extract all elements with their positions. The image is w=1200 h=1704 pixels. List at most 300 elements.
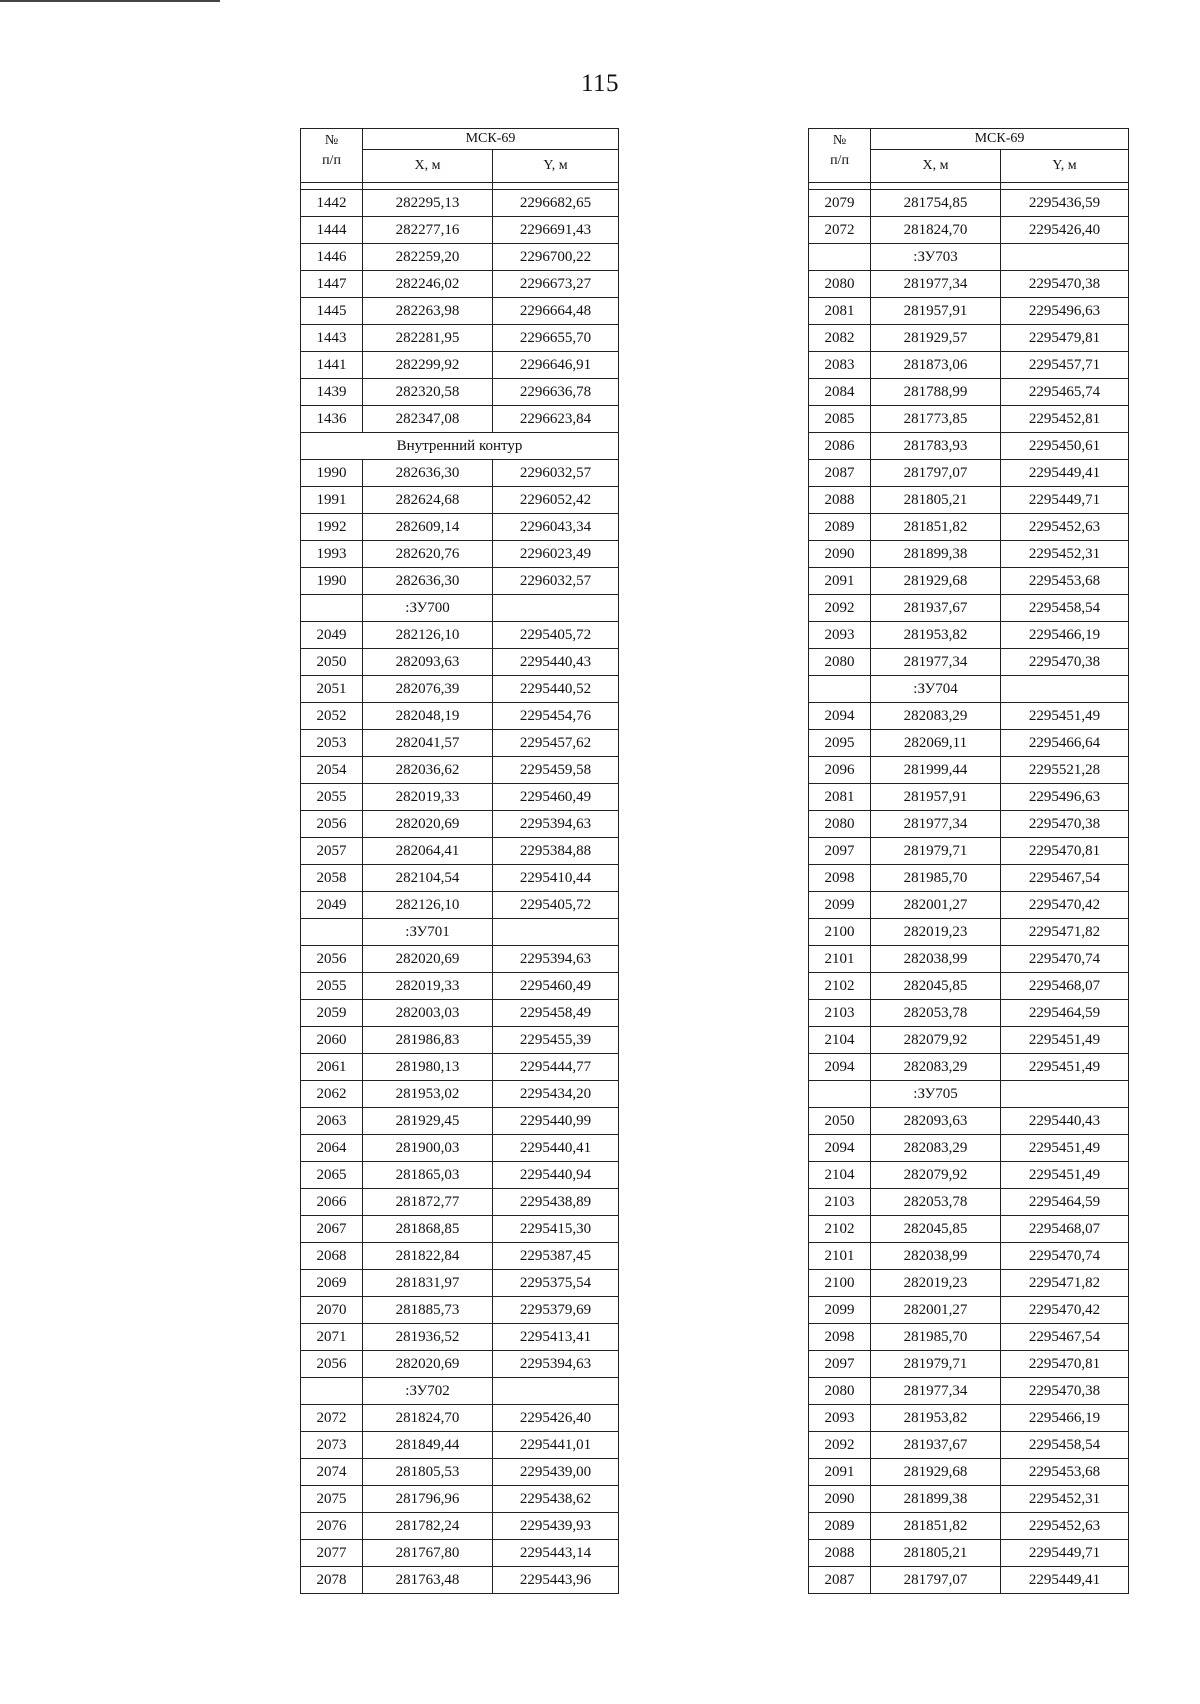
y-coordinate-cell: 2295415,30	[493, 1216, 619, 1243]
x-coordinate-cell: 281929,68	[871, 568, 1001, 595]
y-coordinate-cell: 2295467,54	[1001, 865, 1129, 892]
point-number-cell: 1439	[301, 379, 363, 406]
y-coordinate-cell: 2295436,59	[1001, 190, 1129, 217]
y-coordinate-cell: 2295453,68	[1001, 1459, 1129, 1486]
x-coordinate-cell: 282083,29	[871, 703, 1001, 730]
x-coordinate-cell: 281985,70	[871, 1324, 1001, 1351]
y-coordinate-cell: 2295470,74	[1001, 946, 1129, 973]
y-coordinate-cell: 2295467,54	[1001, 1324, 1129, 1351]
point-number-cell: 2060	[301, 1027, 363, 1054]
table-row	[301, 1270, 619, 1297]
x-coordinate-cell: 282041,57	[363, 730, 493, 757]
x-coordinate-cell: 282636,30	[363, 568, 493, 595]
x-coordinate-cell: 281899,38	[871, 1486, 1001, 1513]
table-row	[809, 1135, 1129, 1162]
point-number-cell: 2082	[809, 325, 871, 352]
empty-cell	[1001, 1081, 1129, 1108]
point-number-cell: 2062	[301, 1081, 363, 1108]
y-coordinate-cell: 2296052,42	[493, 487, 619, 514]
y-coordinate-cell: 2295426,40	[493, 1405, 619, 1432]
y-coordinate-cell: 2295479,81	[1001, 325, 1129, 352]
y-coordinate-cell: 2296032,57	[493, 568, 619, 595]
x-coordinate-cell: 281849,44	[363, 1432, 493, 1459]
point-number-cell: 2054	[301, 757, 363, 784]
table-row	[301, 649, 619, 676]
point-number-cell: 2072	[809, 217, 871, 244]
plot-label: :ЗУ703	[871, 244, 1001, 271]
y-coordinate-cell: 2295455,39	[493, 1027, 619, 1054]
x-coordinate-cell: 282079,92	[871, 1027, 1001, 1054]
point-number-cell: 2063	[301, 1108, 363, 1135]
y-coordinate-cell: 2295449,71	[1001, 1540, 1129, 1567]
table-row	[301, 325, 619, 352]
table-row	[809, 1324, 1129, 1351]
y-coordinate-cell: 2295452,63	[1001, 514, 1129, 541]
y-coordinate-cell: 2295405,72	[493, 892, 619, 919]
point-number-cell: 2102	[809, 973, 871, 1000]
table-row	[301, 1432, 619, 1459]
x-coordinate-cell: 281977,34	[871, 811, 1001, 838]
x-coordinate-cell: 282104,54	[363, 865, 493, 892]
x-coordinate-cell: 281868,85	[363, 1216, 493, 1243]
point-number-cell: 2102	[809, 1216, 871, 1243]
point-number-cell: 1441	[301, 352, 363, 379]
point-number-cell: 2104	[809, 1027, 871, 1054]
x-coordinate-cell: 282020,69	[363, 1351, 493, 1378]
point-number-cell: 1444	[301, 217, 363, 244]
x-column-header: X, м	[871, 150, 1001, 183]
y-coordinate-cell: 2295375,54	[493, 1270, 619, 1297]
x-coordinate-cell: 281805,21	[871, 487, 1001, 514]
table-row	[301, 1000, 619, 1027]
section-row	[301, 433, 619, 460]
table-row	[809, 622, 1129, 649]
x-coordinate-cell: 281979,71	[871, 838, 1001, 865]
y-coordinate-cell: 2296023,49	[493, 541, 619, 568]
y-coordinate-cell: 2295466,19	[1001, 1405, 1129, 1432]
y-column-header: Y, м	[493, 150, 619, 183]
x-coordinate-cell: 282246,02	[363, 271, 493, 298]
table-row	[301, 946, 619, 973]
table-row	[809, 919, 1129, 946]
point-number-cell: 2103	[809, 1000, 871, 1027]
point-number-cell: 2070	[301, 1297, 363, 1324]
table-row	[809, 460, 1129, 487]
x-coordinate-cell: 281899,38	[871, 541, 1001, 568]
point-number-cell: 1443	[301, 325, 363, 352]
y-coordinate-cell: 2295470,38	[1001, 649, 1129, 676]
point-number-cell: 2090	[809, 1486, 871, 1513]
section-row	[301, 919, 619, 946]
point-number-cell: 2055	[301, 784, 363, 811]
empty-cell	[1001, 244, 1129, 271]
y-coordinate-cell: 2296636,78	[493, 379, 619, 406]
point-number-cell: 2089	[809, 514, 871, 541]
table-row	[301, 190, 619, 217]
y-coordinate-cell: 2295440,99	[493, 1108, 619, 1135]
y-coordinate-cell: 2295460,49	[493, 784, 619, 811]
point-number-cell: 2051	[301, 676, 363, 703]
y-coordinate-cell: 2295410,44	[493, 865, 619, 892]
y-coordinate-cell: 2296623,84	[493, 406, 619, 433]
x-coordinate-cell: 281822,84	[363, 1243, 493, 1270]
y-coordinate-cell: 2295465,74	[1001, 379, 1129, 406]
table-row	[809, 217, 1129, 244]
point-number-cell: 1442	[301, 190, 363, 217]
table-row	[301, 298, 619, 325]
y-coordinate-cell: 2295440,94	[493, 1162, 619, 1189]
point-number-cell: 2091	[809, 568, 871, 595]
point-number-cell: 1990	[301, 568, 363, 595]
y-coordinate-cell: 2295451,49	[1001, 1135, 1129, 1162]
table-row	[301, 541, 619, 568]
x-coordinate-cell: 282299,92	[363, 352, 493, 379]
x-coordinate-cell: 282320,58	[363, 379, 493, 406]
point-number-cell: 2101	[809, 946, 871, 973]
point-number-cell: 2087	[809, 1567, 871, 1594]
table-row	[301, 676, 619, 703]
table-row	[809, 190, 1129, 217]
point-number-cell: 2094	[809, 1135, 871, 1162]
table-row	[809, 838, 1129, 865]
y-coordinate-cell: 2295460,49	[493, 973, 619, 1000]
x-coordinate-cell: 282259,20	[363, 244, 493, 271]
x-coordinate-cell: 281788,99	[871, 379, 1001, 406]
table-row	[809, 649, 1129, 676]
point-number-cell: 2073	[301, 1432, 363, 1459]
y-coordinate-cell: 2295453,68	[1001, 568, 1129, 595]
point-number-cell: 1990	[301, 460, 363, 487]
y-coordinate-cell: 2295443,14	[493, 1540, 619, 1567]
section-row	[809, 1081, 1129, 1108]
x-coordinate-cell: 282053,78	[871, 1000, 1001, 1027]
x-coordinate-cell: 281873,06	[871, 352, 1001, 379]
table-body	[809, 190, 1129, 1594]
number-sign: №	[324, 133, 339, 148]
point-number-cell: 2080	[809, 1378, 871, 1405]
y-coordinate-cell: 2295452,31	[1001, 1486, 1129, 1513]
y-coordinate-cell: 2295466,64	[1001, 730, 1129, 757]
empty-cell	[301, 595, 363, 622]
table-row	[301, 703, 619, 730]
section-title: Внутренний контур	[301, 433, 619, 460]
table-row	[809, 1162, 1129, 1189]
x-coordinate-cell: 282624,68	[363, 487, 493, 514]
point-number-cell: 2074	[301, 1459, 363, 1486]
point-number-cell: 2091	[809, 1459, 871, 1486]
y-coordinate-cell: 2296673,27	[493, 271, 619, 298]
empty-cell	[301, 919, 363, 946]
point-number-cell: 2049	[301, 892, 363, 919]
table-row	[301, 1324, 619, 1351]
table-row	[809, 865, 1129, 892]
x-coordinate-cell: 282083,29	[871, 1135, 1001, 1162]
x-coordinate-cell: 282620,76	[363, 541, 493, 568]
x-coordinate-cell: 281773,85	[871, 406, 1001, 433]
y-coordinate-cell: 2295426,40	[1001, 217, 1129, 244]
y-coordinate-cell: 2295440,43	[1001, 1108, 1129, 1135]
y-coordinate-cell: 2295387,45	[493, 1243, 619, 1270]
point-number-cell: 2103	[809, 1189, 871, 1216]
table-row	[301, 1216, 619, 1243]
x-coordinate-cell: 281977,34	[871, 649, 1001, 676]
table-row	[301, 1459, 619, 1486]
plot-label: :ЗУ705	[871, 1081, 1001, 1108]
table-row	[301, 271, 619, 298]
table-row	[301, 244, 619, 271]
x-coordinate-cell: 281783,93	[871, 433, 1001, 460]
table-header	[301, 129, 619, 190]
point-number-cell: 1447	[301, 271, 363, 298]
x-coordinate-cell: 281929,68	[871, 1459, 1001, 1486]
y-column-header: Y, м	[1001, 150, 1129, 183]
y-coordinate-cell: 2295449,71	[1001, 487, 1129, 514]
empty-cell	[809, 1081, 871, 1108]
point-number-cell: 2086	[809, 433, 871, 460]
point-number-cell: 2092	[809, 595, 871, 622]
table-row	[301, 865, 619, 892]
table-row	[301, 1108, 619, 1135]
y-coordinate-cell: 2295468,07	[1001, 973, 1129, 1000]
point-number-cell: 2058	[301, 865, 363, 892]
x-coordinate-cell: 281754,85	[871, 190, 1001, 217]
y-coordinate-cell: 2296664,48	[493, 298, 619, 325]
plot-label: :ЗУ701	[363, 919, 493, 946]
point-number-cell: 2099	[809, 1297, 871, 1324]
x-coordinate-cell: 281999,44	[871, 757, 1001, 784]
x-coordinate-cell: 281977,34	[871, 271, 1001, 298]
x-coordinate-cell: 281797,07	[871, 460, 1001, 487]
table-row	[809, 730, 1129, 757]
table-row	[809, 595, 1129, 622]
table-row	[809, 784, 1129, 811]
x-coordinate-cell: 282038,99	[871, 1243, 1001, 1270]
number-column-header	[809, 129, 871, 183]
table-row	[809, 352, 1129, 379]
table-row	[301, 1513, 619, 1540]
y-coordinate-cell: 2295464,59	[1001, 1000, 1129, 1027]
y-coordinate-cell: 2295379,69	[493, 1297, 619, 1324]
table-row	[809, 406, 1129, 433]
table-row	[809, 946, 1129, 973]
y-coordinate-cell: 2295458,54	[1001, 1432, 1129, 1459]
y-coordinate-cell: 2295470,38	[1001, 811, 1129, 838]
point-number-cell: 2064	[301, 1135, 363, 1162]
point-number-cell: 2089	[809, 1513, 871, 1540]
x-coordinate-cell: 282019,33	[363, 784, 493, 811]
point-number-cell: 2080	[809, 649, 871, 676]
y-coordinate-cell: 2295452,63	[1001, 1513, 1129, 1540]
table-row	[301, 1351, 619, 1378]
point-number-cell: 2096	[809, 757, 871, 784]
y-coordinate-cell: 2295394,63	[493, 811, 619, 838]
y-coordinate-cell: 2295384,88	[493, 838, 619, 865]
table-row	[809, 1000, 1129, 1027]
point-number-cell: 2053	[301, 730, 363, 757]
y-coordinate-cell: 2295470,38	[1001, 1378, 1129, 1405]
y-coordinate-cell: 2295464,59	[1001, 1189, 1129, 1216]
table-row	[301, 460, 619, 487]
y-coordinate-cell: 2295457,62	[493, 730, 619, 757]
point-number-cell: 2095	[809, 730, 871, 757]
table-row	[809, 1486, 1129, 1513]
y-coordinate-cell: 2295438,89	[493, 1189, 619, 1216]
table-row	[301, 1486, 619, 1513]
y-coordinate-cell: 2295434,20	[493, 1081, 619, 1108]
point-number-cell: 2094	[809, 1054, 871, 1081]
table-row	[809, 271, 1129, 298]
point-number-cell: 2081	[809, 298, 871, 325]
table-body	[301, 190, 619, 1594]
point-number-cell: 2084	[809, 379, 871, 406]
table-row	[809, 379, 1129, 406]
point-number-cell: 1991	[301, 487, 363, 514]
table-row	[301, 784, 619, 811]
empty-cell	[493, 1378, 619, 1405]
number-column-header	[301, 129, 363, 183]
y-coordinate-cell: 2295451,49	[1001, 1162, 1129, 1189]
point-number-cell: 2092	[809, 1432, 871, 1459]
empty-cell	[1001, 676, 1129, 703]
table-row	[809, 1351, 1129, 1378]
point-number-cell: 2068	[301, 1243, 363, 1270]
point-number-cell: 2057	[301, 838, 363, 865]
point-number-cell: 2104	[809, 1162, 871, 1189]
point-number-cell: 2088	[809, 487, 871, 514]
point-number-cell: 2101	[809, 1243, 871, 1270]
x-coordinate-cell: 282126,10	[363, 622, 493, 649]
x-coordinate-cell: 281865,03	[363, 1162, 493, 1189]
point-number-cell: 2081	[809, 784, 871, 811]
x-coordinate-cell: 282036,62	[363, 757, 493, 784]
x-coordinate-cell: 282001,27	[871, 1297, 1001, 1324]
table-row	[809, 298, 1129, 325]
table-row	[809, 1270, 1129, 1297]
x-coordinate-cell: 281872,77	[363, 1189, 493, 1216]
x-coordinate-cell: 282053,78	[871, 1189, 1001, 1216]
y-coordinate-cell: 2295439,00	[493, 1459, 619, 1486]
point-number-cell: 2100	[809, 1270, 871, 1297]
plot-label: :ЗУ700	[363, 595, 493, 622]
empty-cell	[809, 676, 871, 703]
x-coordinate-cell: 281797,07	[871, 1567, 1001, 1594]
point-number-cell: 2100	[809, 919, 871, 946]
x-coordinate-cell: 281937,67	[871, 595, 1001, 622]
point-number-cell: 2078	[301, 1567, 363, 1594]
table-row	[809, 1189, 1129, 1216]
empty-cell	[493, 595, 619, 622]
x-coordinate-cell: 282048,19	[363, 703, 493, 730]
y-coordinate-cell: 2295468,07	[1001, 1216, 1129, 1243]
x-coordinate-cell: 281957,91	[871, 784, 1001, 811]
table-row	[809, 811, 1129, 838]
table-row	[809, 1378, 1129, 1405]
table-row	[809, 1054, 1129, 1081]
x-coordinate-cell: 282126,10	[363, 892, 493, 919]
table-row	[809, 568, 1129, 595]
table-row	[809, 1540, 1129, 1567]
table-row	[301, 622, 619, 649]
point-number-cell: 1993	[301, 541, 363, 568]
table-row	[809, 1108, 1129, 1135]
x-coordinate-cell: 281885,73	[363, 1297, 493, 1324]
y-coordinate-cell: 2295394,63	[493, 946, 619, 973]
section-row	[301, 1378, 619, 1405]
x-coordinate-cell: 282038,99	[871, 946, 1001, 973]
x-coordinate-cell: 281929,57	[871, 325, 1001, 352]
x-coordinate-cell: 282003,03	[363, 1000, 493, 1027]
y-coordinate-cell: 2295470,81	[1001, 1351, 1129, 1378]
table-row	[301, 838, 619, 865]
point-number-cell: 2080	[809, 811, 871, 838]
y-coordinate-cell: 2295439,93	[493, 1513, 619, 1540]
point-number-cell: 2066	[301, 1189, 363, 1216]
y-coordinate-cell: 2296700,22	[493, 244, 619, 271]
table-row	[301, 1081, 619, 1108]
x-coordinate-cell: 282019,33	[363, 973, 493, 1000]
empty-cell	[493, 919, 619, 946]
table-row	[301, 1405, 619, 1432]
x-coordinate-cell: 282636,30	[363, 460, 493, 487]
table-row	[301, 487, 619, 514]
table-row	[809, 757, 1129, 784]
ordinal-label: п/п	[830, 153, 849, 168]
x-coordinate-cell: 282019,23	[871, 1270, 1001, 1297]
empty-cell	[301, 1378, 363, 1405]
coordinates-table-left	[300, 128, 619, 1594]
point-number-cell: 1445	[301, 298, 363, 325]
x-coordinate-cell: 282281,95	[363, 325, 493, 352]
table-row	[809, 433, 1129, 460]
x-coordinate-cell: 281900,03	[363, 1135, 493, 1162]
header-spacer	[301, 183, 619, 190]
point-number-cell: 2069	[301, 1270, 363, 1297]
header-spacer	[809, 183, 1129, 190]
y-coordinate-cell: 2295452,81	[1001, 406, 1129, 433]
table-row	[301, 514, 619, 541]
coordinates-table-right	[808, 128, 1129, 1594]
table-row	[809, 1513, 1129, 1540]
y-coordinate-cell: 2295470,38	[1001, 271, 1129, 298]
table-row	[809, 1432, 1129, 1459]
y-coordinate-cell: 2295441,01	[493, 1432, 619, 1459]
table-row	[809, 541, 1129, 568]
x-coordinate-cell: 282001,27	[871, 892, 1001, 919]
point-number-cell: 2097	[809, 1351, 871, 1378]
x-coordinate-cell: 282079,92	[871, 1162, 1001, 1189]
x-coordinate-cell: 281831,97	[363, 1270, 493, 1297]
table-row	[301, 1567, 619, 1594]
point-number-cell: 2072	[301, 1405, 363, 1432]
page-number: 115	[580, 70, 620, 97]
y-coordinate-cell: 2295451,49	[1001, 1054, 1129, 1081]
point-number-cell: 2079	[809, 190, 871, 217]
table-row	[809, 703, 1129, 730]
y-coordinate-cell: 2296032,57	[493, 460, 619, 487]
y-coordinate-cell: 2295449,41	[1001, 460, 1129, 487]
y-coordinate-cell: 2295470,74	[1001, 1243, 1129, 1270]
table-row	[301, 379, 619, 406]
y-coordinate-cell: 2295459,58	[493, 757, 619, 784]
point-number-cell: 2087	[809, 460, 871, 487]
table-row	[809, 1405, 1129, 1432]
x-coordinate-cell: 281782,24	[363, 1513, 493, 1540]
number-sign: №	[832, 133, 847, 148]
table-row	[301, 217, 619, 244]
x-coordinate-cell: 282609,14	[363, 514, 493, 541]
section-row	[301, 595, 619, 622]
y-coordinate-cell: 2295449,41	[1001, 1567, 1129, 1594]
